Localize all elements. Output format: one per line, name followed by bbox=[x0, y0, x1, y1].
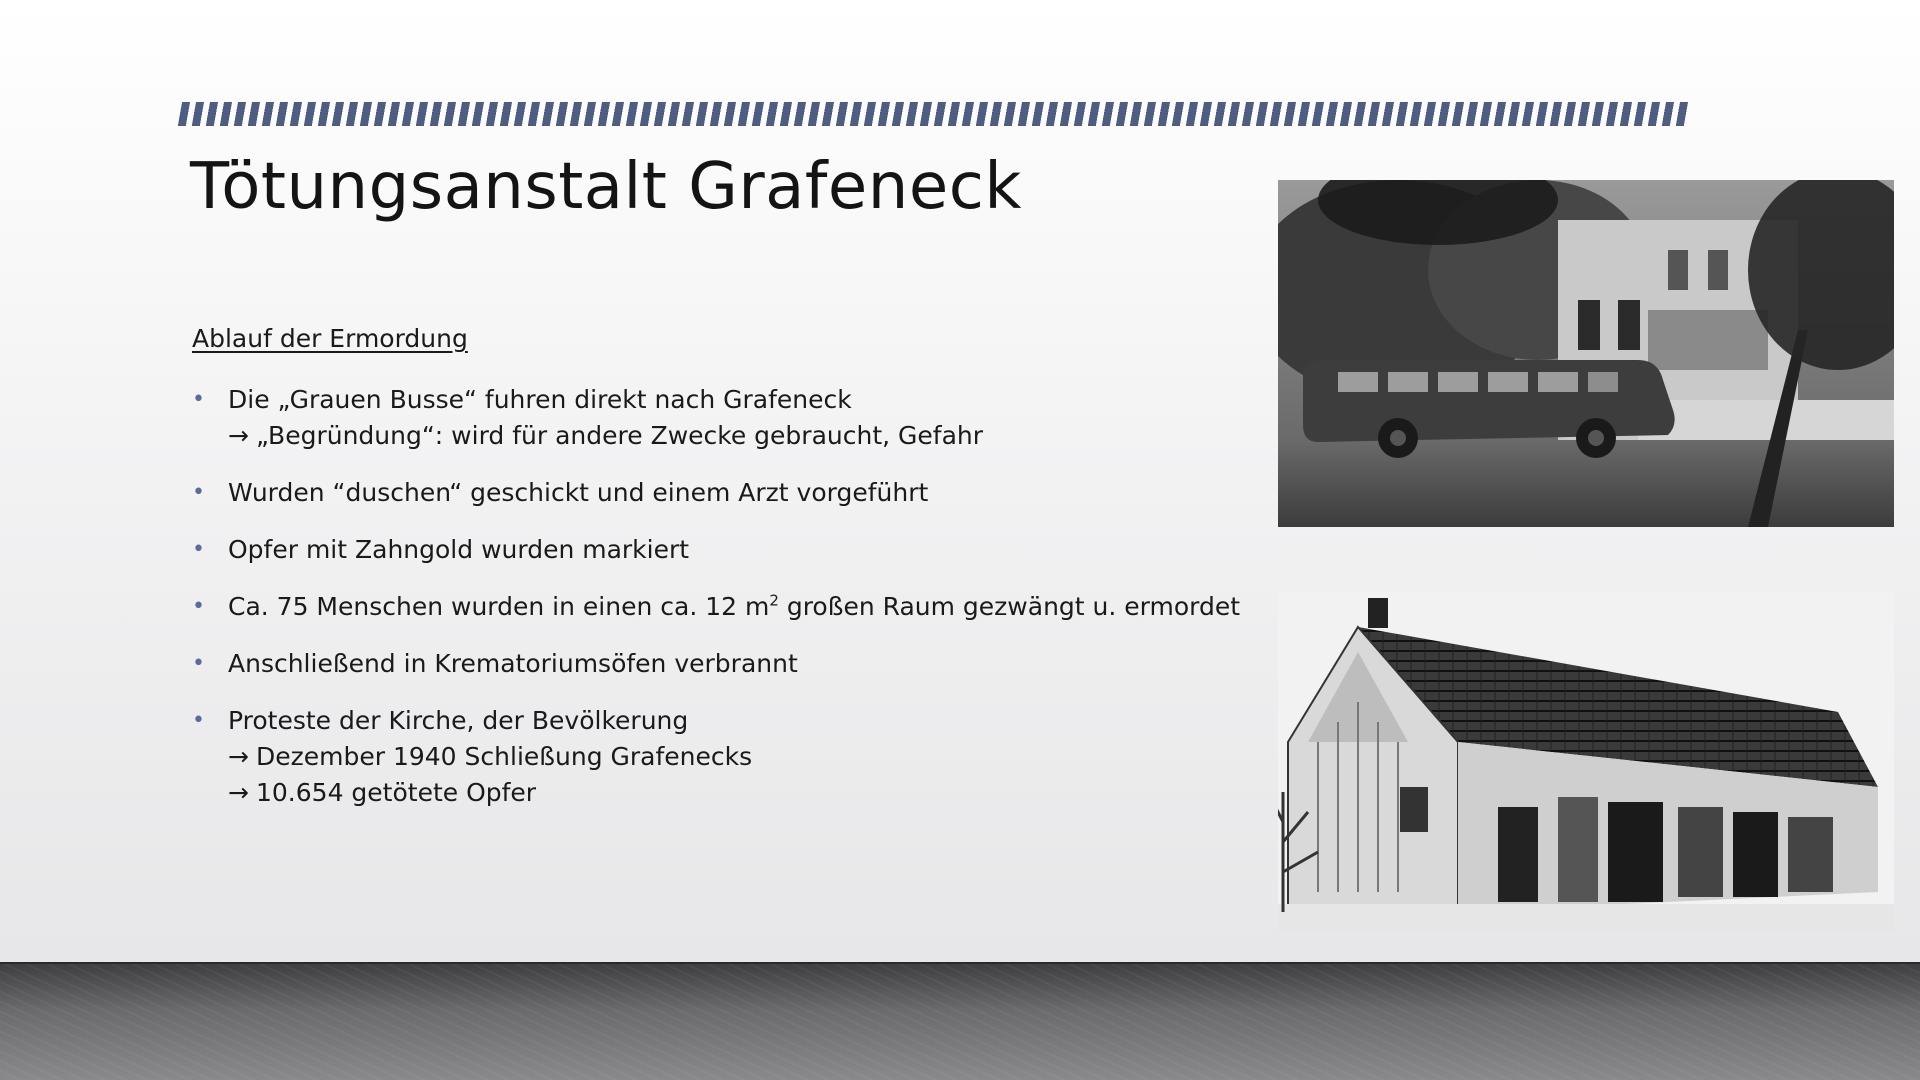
bullet-text: Ca. 75 Menschen wurden in einen ca. 12 m bbox=[228, 592, 770, 621]
arrow-right-icon: → bbox=[228, 778, 249, 807]
bullet-dot-icon: • bbox=[192, 651, 205, 676]
barn-photo-illustration bbox=[1278, 592, 1894, 932]
bullet-item bbox=[192, 646, 1262, 682]
bullet-item bbox=[192, 703, 1262, 811]
superscript: 2 bbox=[769, 591, 779, 610]
bullet-text: Anschließend in Krematoriumsöfen verbrannt bbox=[228, 649, 798, 678]
bus-photo bbox=[1278, 180, 1894, 527]
bullet-item bbox=[192, 475, 1262, 511]
arrow-right-icon: → bbox=[228, 742, 249, 771]
bullet-dot-icon: • bbox=[192, 480, 205, 505]
bullet-text: Proteste der Kirche, der Bevölkerung bbox=[228, 706, 689, 735]
bullet-text: Die „Grauen Busse“ fuhren direkt nach Grafeneck bbox=[228, 385, 852, 414]
bullet-text-continued: großen Raum gezwängt u. ermordet bbox=[778, 592, 1241, 621]
slide-title: Tötungsanstalt Grafeneck bbox=[190, 150, 1022, 224]
decorative-stripe-bar bbox=[178, 102, 1692, 126]
bullet-list bbox=[192, 382, 1262, 832]
bullet-subline bbox=[228, 418, 1262, 454]
bullet-subline bbox=[228, 775, 1262, 811]
bullet-subline-text: 10.654 getötete Opfer bbox=[256, 778, 537, 807]
section-heading: Ablauf der Ermordung bbox=[192, 324, 468, 353]
bullet-dot-icon: • bbox=[192, 387, 205, 412]
barn-photo bbox=[1278, 592, 1894, 932]
bullet-subline-text: Dezember 1940 Schließung Grafenecks bbox=[256, 742, 753, 771]
bullet-dot-icon: • bbox=[192, 594, 205, 619]
bullet-item bbox=[192, 589, 1262, 625]
floor-background bbox=[0, 962, 1920, 1080]
bullet-dot-icon: • bbox=[192, 537, 205, 562]
bullet-dot-icon: • bbox=[192, 708, 205, 733]
bullet-subline-text: „Begründung“: wird für andere Zwecke gebraucht, Gefahr bbox=[256, 421, 984, 450]
bullet-item bbox=[192, 532, 1262, 568]
bus-photo-illustration bbox=[1278, 180, 1894, 527]
arrow-right-icon: → bbox=[228, 421, 249, 450]
bullet-item bbox=[192, 382, 1262, 454]
bullet-text: Wurden “duschen“ geschickt und einem Arzt vorgeführt bbox=[228, 478, 929, 507]
bullet-subline bbox=[228, 739, 1262, 775]
bullet-text: Opfer mit Zahngold wurden markiert bbox=[228, 535, 690, 564]
